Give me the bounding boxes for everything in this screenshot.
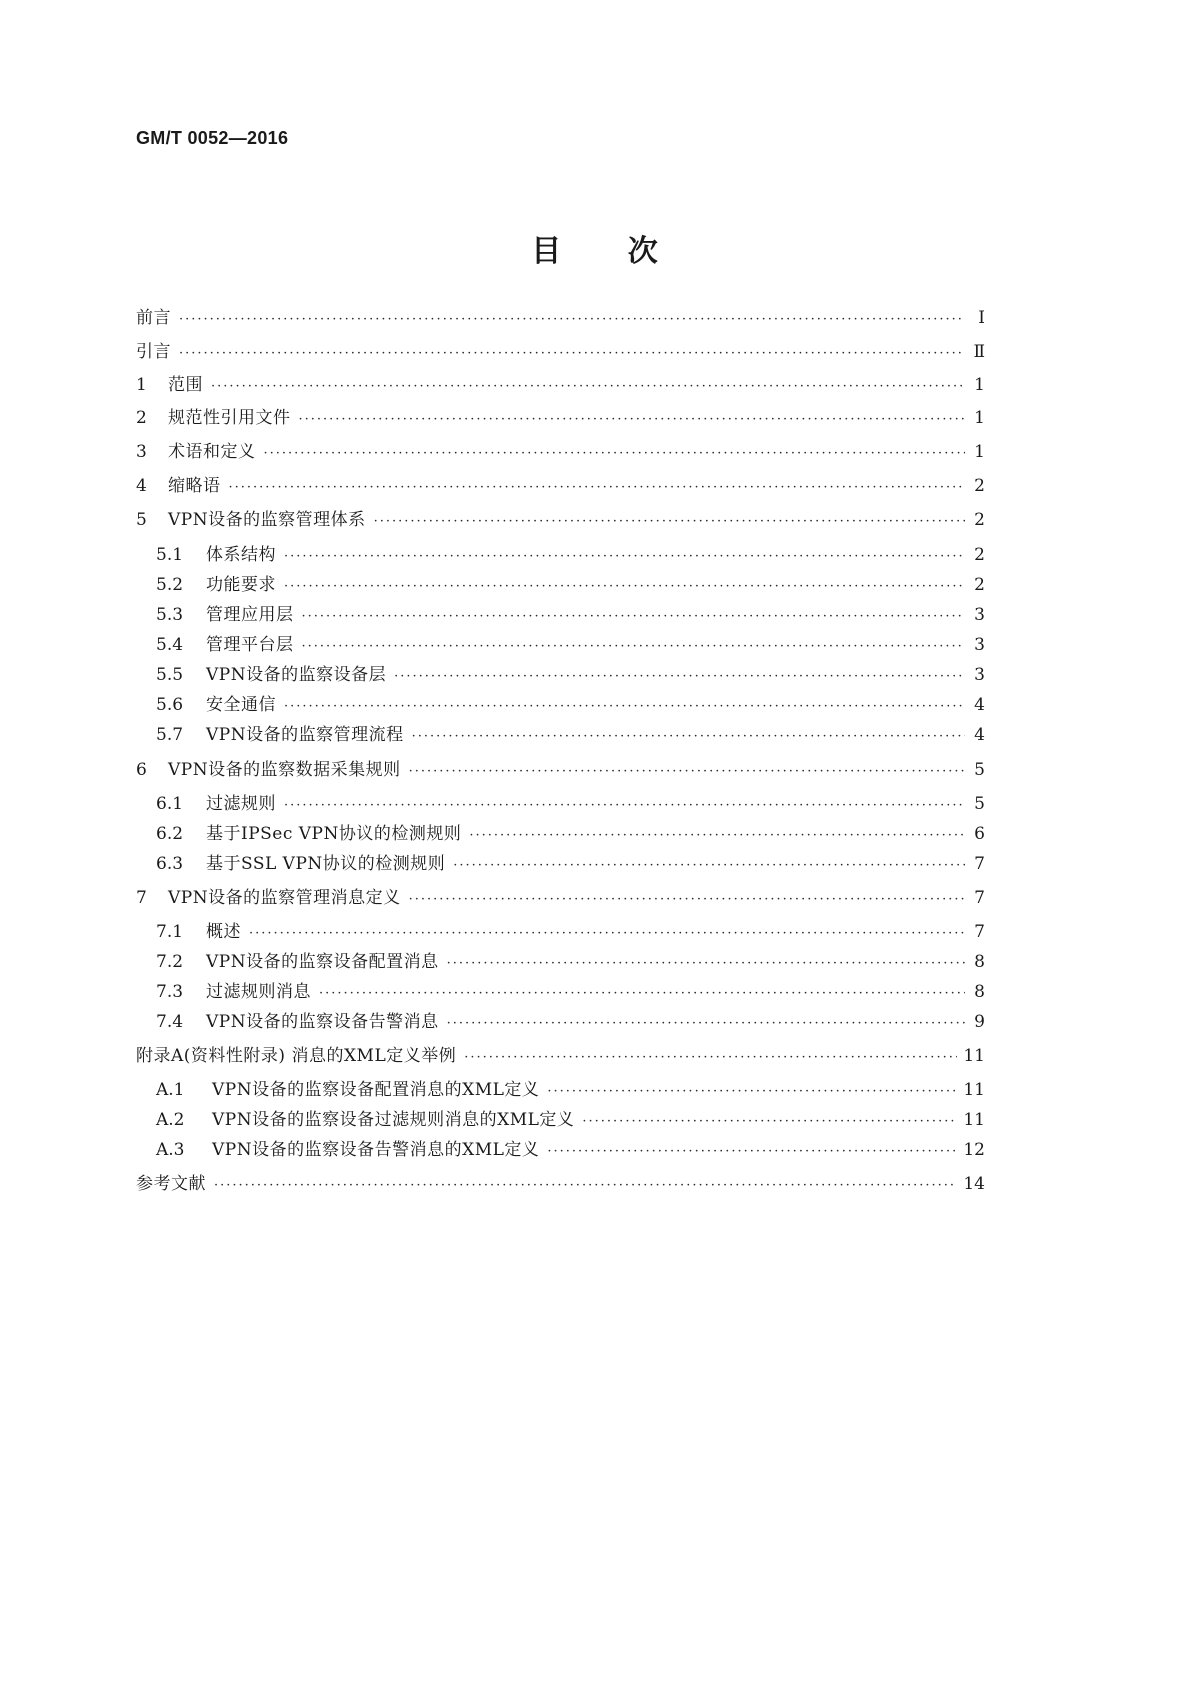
dot-leader [412,725,965,749]
toc-entry-page: 2 [974,545,985,565]
toc-entry-label: 安全通信 [206,695,276,715]
toc-entry-label: 体系结构 [206,545,276,565]
toc-entry-label: 基于IPSec VPN协议的检测规则 [206,824,462,844]
toc-entry-7-2[interactable] [156,950,985,974]
toc-entry-5-1[interactable] [156,543,985,567]
toc-entry-number: 6.1 [156,794,184,814]
toc-entry-label: 范围 [168,375,203,395]
dot-leader [302,635,966,659]
toc-entry-page: 2 [974,476,985,496]
dot-leader [447,1012,965,1036]
toc-entry-4[interactable] [136,474,985,498]
toc-entry-5-4[interactable] [156,633,985,657]
dot-leader [409,888,965,912]
toc-entry-6-2[interactable] [156,822,985,846]
toc-entry-page: 6 [974,824,985,844]
page-title: 目 次 [531,234,660,269]
toc-entry-page: 3 [974,665,985,685]
toc-entry-label: 过滤规则 [206,794,276,814]
toc-entry-page: 4 [974,725,985,745]
toc-entry-number: 5.3 [156,605,184,625]
toc-entry-label: 缩略语 [168,476,221,496]
toc-entry-label: 概述 [206,922,241,942]
dot-leader [394,665,965,689]
toc-entry-label: 术语和定义 [168,442,256,462]
toc-entry-6[interactable] [136,758,985,782]
toc-entry-page: 8 [974,952,985,972]
toc-entry-1[interactable] [136,373,985,397]
toc-entry-foreword[interactable] [136,306,985,330]
dot-leader [284,794,965,818]
toc-entry-5[interactable] [136,508,985,532]
toc-entry-page: 1 [974,408,985,428]
toc-entry-2[interactable] [136,406,985,430]
toc-entry-number: 5.2 [156,575,184,595]
toc-entry-label: 功能要求 [206,575,276,595]
toc-entry-references[interactable] [136,1172,985,1196]
toc-entry-label: VPN设备的监察管理流程 [206,725,404,745]
toc-entry-label: VPN设备的监察设备告警消息 [206,1012,439,1032]
toc-entry-7-1[interactable] [156,920,985,944]
toc-entry-label: 规范性引用文件 [168,408,291,428]
toc-entry-number: 5.7 [156,725,184,745]
toc-entry-page: 7 [974,922,985,942]
dot-leader [264,442,966,466]
toc-entry-5-6[interactable] [156,693,985,717]
toc-entry-number: 7 [136,888,147,908]
toc-entry-number: 5.5 [156,665,184,685]
dot-leader [284,545,965,569]
toc-entry-5-3[interactable] [156,603,985,627]
toc-entry-page: 1 [974,442,985,462]
toc-entry-label: 基于SSL VPN协议的检测规则 [206,854,446,874]
toc-entry-label: VPN设备的监察设备配置消息的XML定义 [212,1080,540,1100]
toc-entry-number: 4 [136,476,147,496]
toc-entry-page: 8 [974,982,985,1002]
dot-leader [229,476,966,500]
dot-leader [469,824,965,848]
dot-leader [582,1110,957,1134]
toc-entry-page: 7 [974,888,985,908]
toc-entry-5-5[interactable] [156,663,985,687]
toc-entry-label: VPN设备的监察设备告警消息的XML定义 [212,1140,540,1160]
toc-entry-page: 12 [963,1140,985,1160]
dot-leader [447,952,965,976]
toc-entry-a-2[interactable] [156,1108,985,1132]
toc-entry-a-3[interactable] [156,1138,985,1162]
toc-entry-label: 管理平台层 [206,635,294,655]
toc-entry-5-2[interactable] [156,573,985,597]
toc-entry-number: 1 [136,375,147,395]
dot-leader [374,510,965,534]
toc-entry-number: 7.3 [156,982,184,1002]
toc-entry-page: 11 [963,1046,985,1066]
toc-entry-7-4[interactable] [156,1010,985,1034]
toc-entry-7[interactable] [136,886,985,910]
dot-leader [409,760,965,784]
toc-entry-label: 附录A(资料性附录) 消息的XML定义举例 [136,1046,457,1066]
toc-entry-number: 6.3 [156,854,184,874]
toc-entry-label: VPN设备的监察设备配置消息 [206,952,439,972]
toc-entry-page: 11 [963,1110,985,1130]
toc-entry-label: VPN设备的监察设备过滤规则消息的XML定义 [212,1110,575,1130]
toc-entry-label: VPN设备的监察管理体系 [168,510,366,530]
dot-leader [284,695,965,719]
toc-entry-label: VPN设备的监察管理消息定义 [168,888,401,908]
toc-entry-appendix-a[interactable] [136,1044,985,1068]
dot-leader [284,575,965,599]
toc-entry-page: 3 [974,635,985,655]
toc-entry-number: A.3 [156,1140,185,1160]
dot-leader [299,408,966,432]
toc-entry-number: 5.1 [156,545,184,565]
toc-entry-number: A.1 [156,1080,185,1100]
toc-entry-5-7[interactable] [156,723,985,747]
toc-entry-page: 7 [974,854,985,874]
toc-entry-label: VPN设备的监察数据采集规则 [168,760,401,780]
toc-entry-number: 6 [136,760,147,780]
toc-entry-page: Ⅱ [973,342,985,362]
dot-leader [319,982,965,1006]
toc-entry-page: 2 [974,510,985,530]
toc-entry-a-1[interactable] [156,1078,985,1102]
toc-entry-6-1[interactable] [156,792,985,816]
toc-entry-number: 5.4 [156,635,184,655]
toc-entry-page: Ⅰ [978,308,985,328]
toc-entry-number: 5 [136,510,147,530]
toc-entry-page: 9 [974,1012,985,1032]
toc-entry-label: 前言 [136,308,171,328]
toc-entry-number: 5.6 [156,695,184,715]
toc-entry-label: 过滤规则消息 [206,982,311,1002]
toc-entry-3[interactable] [136,440,985,464]
toc-entry-number: 3 [136,442,147,462]
dot-leader [453,854,965,878]
toc-entry-introduction[interactable] [136,340,985,364]
document-code: GM/T 0052—2016 [136,128,289,148]
dot-leader [211,375,965,399]
toc-entry-page: 4 [974,695,985,715]
toc-entry-label: VPN设备的监察设备层 [206,665,387,685]
toc-entry-page: 11 [963,1080,985,1100]
toc-entry-page: 2 [974,575,985,595]
dot-leader [179,308,965,332]
toc-entry-page: 5 [974,794,985,814]
toc-entry-page: 14 [963,1174,985,1194]
toc-entry-number: 2 [136,408,147,428]
toc-entry-7-3[interactable] [156,980,985,1004]
toc-entry-page: 5 [974,760,985,780]
toc-entry-number: 7.4 [156,1012,184,1032]
dot-leader [214,1174,957,1198]
toc-entry-number: 7.1 [156,922,184,942]
dot-leader [179,342,965,366]
toc-entry-number: 7.2 [156,952,184,972]
dot-leader [302,605,966,629]
dot-leader [547,1140,957,1164]
toc-entry-page: 1 [974,375,985,395]
dot-leader [464,1046,957,1070]
toc-entry-page: 3 [974,605,985,625]
toc-entry-number: A.2 [156,1110,185,1130]
dot-leader [547,1080,957,1104]
toc-entry-6-3[interactable] [156,852,985,876]
toc-entry-label: 管理应用层 [206,605,294,625]
dot-leader [249,922,965,946]
toc-entry-number: 6.2 [156,824,184,844]
toc-entry-label: 引言 [136,342,171,362]
toc-entry-label: 参考文献 [136,1174,206,1194]
